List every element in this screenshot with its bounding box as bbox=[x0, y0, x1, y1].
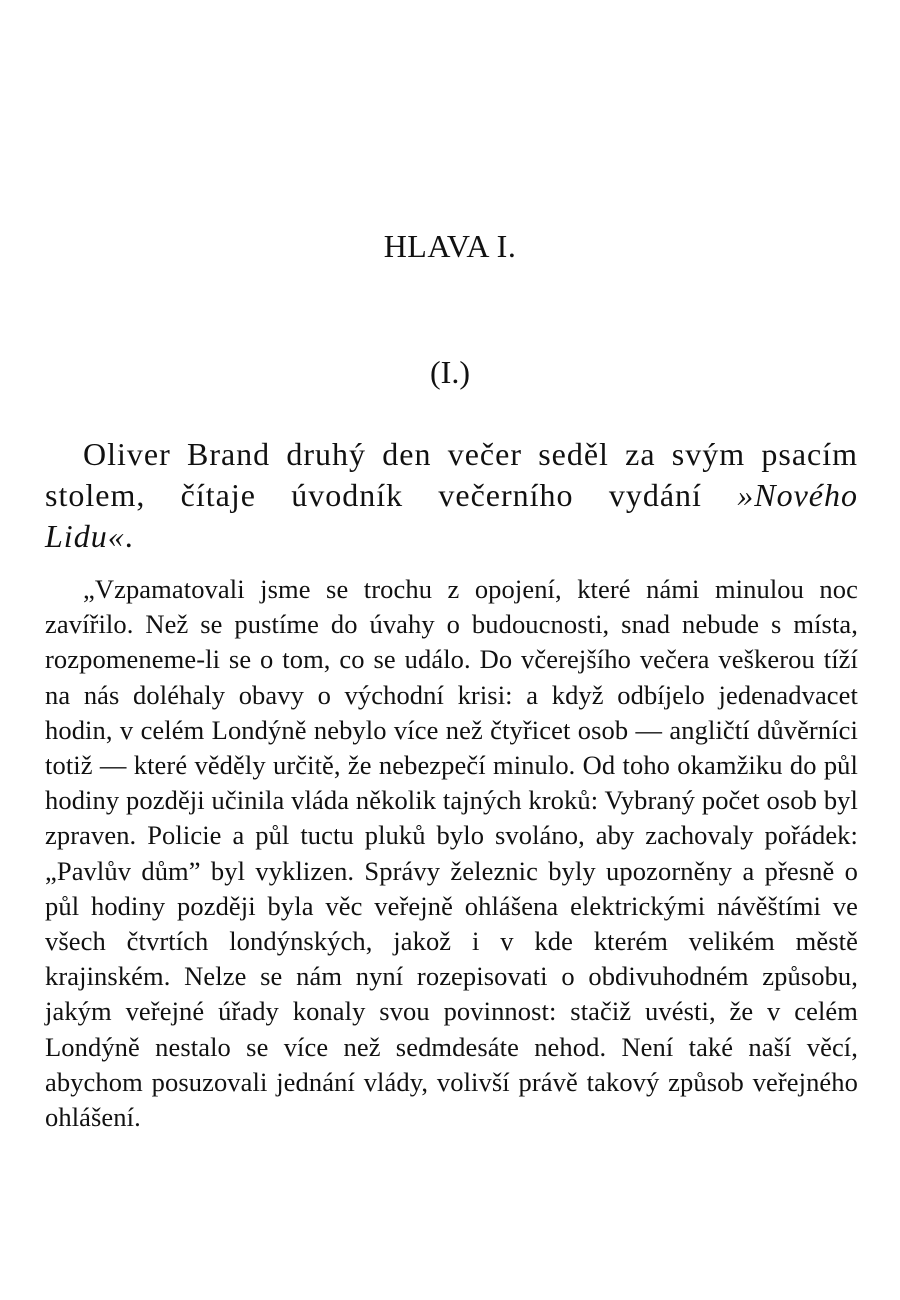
lead-paragraph bbox=[45, 434, 858, 557]
lead-text: Oliver Brand druhý den večer seděl za svým psacím stolem, čítaje úvodník večerního vydání bbox=[45, 436, 858, 513]
lead-text-end: . bbox=[124, 518, 134, 554]
article-paragraph: „Vzpamatovali jsme se trochu z opojení, které námi minulou noc zavířilo. Než se pustíme do úvahy o budoucnosti, snad nebude s místa, rozpomeneme-li se o tom, co se událo. Do včerejšího večera veškerou tíží na nás doléhaly obavy o východní krisi: a když odbíjelo jedenadvacet hodin, v celém Londýně nebylo více než čtyřicet osob — angličtí důvěrníci totiž — které věděly určitě, že nebezpečí minulo. Od toho okamžiku do půl hodiny později učinila vláda několik tajných kroků: Vybraný počet osob byl zpraven. Policie a půl tuctu pluků bylo svoláno, aby zachovaly pořádek: „Pavlův dům” byl vyklizen. Správy železnic byly upozorněny a přesně o půl hodiny později byla věc veřejně ohlášena elektrickými návěštími ve všech čtvrtích londýnských, jakož i v kde kterém velikém městě krajinském. Nelze se nám nyní rozepisovati o obdivuhodném způsobu, jakým veřejné úřady konaly svou povinnost: stačiž uvésti, že v celém Londýně nestalo se více než sedmdesáte nehod. Není také naší věcí, abychom posuzovali jednání vlády, volivší právě takový způsob veřejného ohlášení. bbox=[45, 574, 858, 1133]
newspaper-name: »Nového Lidu« bbox=[45, 477, 858, 554]
section-number: (I.) bbox=[430, 354, 470, 390]
chapter-title: HLAVA I. bbox=[383, 228, 517, 264]
